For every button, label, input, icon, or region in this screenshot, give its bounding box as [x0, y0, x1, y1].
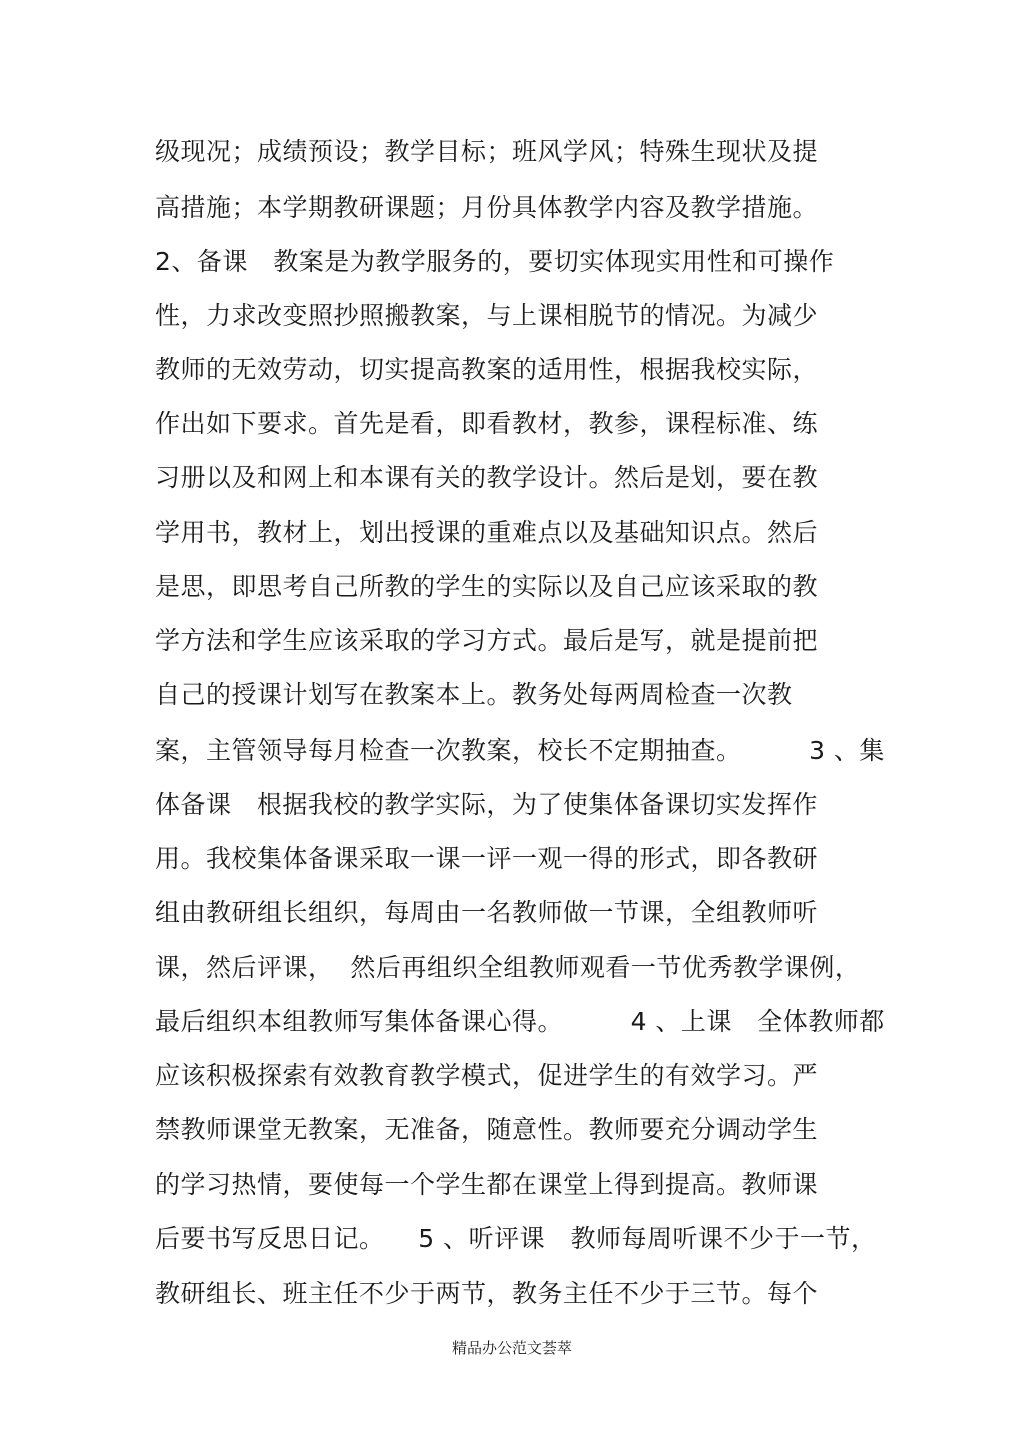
body-text-line: 自己的授课计划写在教案本上。教务处每两周检查一次教	[155, 680, 793, 709]
body-text-line: 教研组长、班主任不少于两节，教务主任不少于三节。每个	[155, 1279, 819, 1308]
body-text-line: 作出如下要求。首先是看，即看教材，教参，课程标准、练	[155, 409, 819, 438]
body-text-line: 案，主管领导每月检查一次教案，校长不定期抽查。 3 、集	[155, 736, 885, 765]
body-text-line: 2、备课 教案是为教学服务的，要切实体现实用性和可操作	[155, 247, 835, 276]
body-text-line: 用。我校集体备课采取一课一评一观一得的形式，即各教研	[155, 844, 819, 873]
body-text-line: 学用书，教材上，划出授课的重难点以及基础知识点。然后	[155, 518, 819, 547]
body-text-line: 是思，即思考自己所教的学生的实际以及自己应该采取的教	[155, 572, 819, 601]
body-text-line: 的学习热情，要使每一个学生都在课堂上得到提高。教师课	[155, 1170, 819, 1199]
body-text-line: 习册以及和网上和本课有关的教学设计。然后是划，要在教	[155, 463, 819, 492]
body-text-line: 体备课 根据我校的教学实际，为了使集体备课切实发挥作	[155, 790, 818, 819]
body-text-line: 禁教师课堂无教案，无准备，随意性。教师要充分调动学生	[155, 1115, 819, 1144]
body-text-line: 组由教研组长组织，每周由一名教师做一节课，全组教师听	[155, 898, 819, 927]
page-footer: 精品办公范文荟萃	[451, 1339, 572, 1357]
body-text-line: 最后组织本组教师写集体备课心得。 4 、上课 全体教师都	[155, 1007, 885, 1036]
body-text-line: 后要书写反思日记。 5 、听评课 教师每周听课不少于一节，	[155, 1224, 877, 1253]
body-text-line: 级现况；成绩预设；教学目标；班风学风；特殊生现状及提	[155, 137, 819, 166]
body-text-line: 应该积极探索有效教育教学模式，促进学生的有效学习。严	[155, 1061, 819, 1090]
body-text-line: 高措施；本学期教研课题；月份具体教学内容及教学措施。	[155, 193, 819, 222]
body-text-line: 教师的无效劳动，切实提高教案的适用性，根据我校实际，	[155, 355, 819, 384]
body-text-line: 课，然后评课， 然后再组织全组教师观看一节优秀教学课例，	[155, 953, 861, 982]
body-text-line: 性，力求改变照抄照搬教案，与上课相脱节的情况。为减少	[155, 301, 819, 330]
body-text-line: 学方法和学生应该采取的学习方式。最后是写，就是提前把	[155, 626, 819, 655]
